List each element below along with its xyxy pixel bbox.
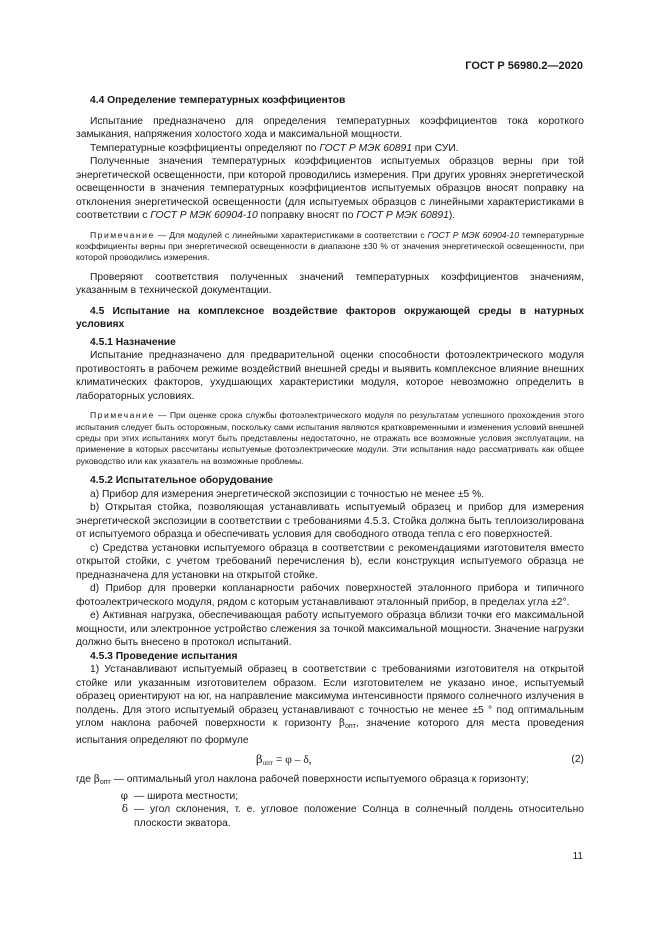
paragraph: Проверяют соответствия полученных значений температурных коэффициентов значениям, указанным в технической документации.: [76, 271, 584, 297]
paragraph: Полученные значения температурных коэффициентов испытуемых образцов верны при той энергетической освещенности, при которой проводились измерения. При других уровнях энергетической освещенности в значения температурных коэффициентов испытуемых образцов вносят поправку на отклонения энергетической освещенности (для испытуемых образцов с линейными характеристиками в соответствии с ГОСТ Р МЭК 60904-10 поправку вносят по ГОСТ Р МЭК 60891).: [76, 156, 584, 221]
section-4-5-2-title: 4.5.2 Испытательное оборудование: [90, 475, 273, 487]
note-label: Примечание: [90, 410, 155, 421]
formula-expression: $\beta_{опт} = \varphi - \delta$,: [256, 752, 312, 768]
paragraph: Испытание предназначено для определения температурных коэффициентов тока короткого замыкания, напряжения холостого хода и максимальной мощности.: [76, 115, 584, 140]
beta-symbol: β: [338, 717, 345, 730]
list-item: е) Активная нагрузка, обеспечивающая работу испытуемого образца вблизи точки его максимальной мощности, или электронное устройство слежения за точкой максимальной мощности. Значение нагрузки должно быть внесено в протокол испытаний.: [76, 610, 584, 649]
page-content: [76, 94, 584, 830]
definition: φ — широта местности;: [120, 789, 239, 802]
definition: δ — угол склонения, т. е. угловое положение Солнца в солнечный полдень относительно плоскости экватора.: [121, 803, 584, 829]
list-item: с) Средства установки испытуемого образца в соответствии с рекомендациями изготовителя вместо открытой стойки, с учетом требований перечисления b), если конструкция испытуемого образца не предназначена для установки на открытой стойке.: [76, 542, 584, 581]
list-item: b) Открытая стойка, позволяющая устанавливать испытуемый образец и прибор для измерения энергетической экспозиции в соответствии с требованиями 4.5.3. Стойка должна быть теплоизолирована от испытуемого образца и обеспечивать условия для свободного отвода тепла с его поверхностей.: [76, 502, 584, 541]
formula-number: (2): [571, 754, 584, 766]
standard-reference: ГОСТ Р МЭК 60891: [356, 210, 449, 221]
section-4-4-title: 4.4 Определение температурных коэффициентов: [90, 95, 346, 106]
paragraph: Температурные коэффициенты определяют по ГОСТ Р МЭК 60891 при СУИ.: [90, 142, 459, 154]
list-item: а) Прибор для измерения энергетической экспозиции с точностью не менее ±5 %.: [90, 488, 485, 500]
standard-reference: ГОСТ Р МЭК 60904-10: [150, 210, 258, 221]
formula: [76, 747, 584, 773]
paragraph: Испытание предназначено для предварительной оценки способности фотоэлектрического модуля противостоять в рабочем режиме воздействий внешней среды и выявить комплексное влияние внешних климатических факторов, ухудшающих характеристики модуля, которое невозможно определить в лабораторных условиях.: [76, 350, 584, 402]
section-4-5-3-title: 4.5.3 Проведение испытания: [90, 650, 238, 662]
paragraph: 1) Устанавливают испытуемый образец в соответствии с требованиями изготовителя на открытой стойке или указанным изготовителем образом. Если изготовителем не указано иное, испытуемый образец ориентируют на юг, на направление максимума интенсивности прямого солнечного излучения в полдень. Для этого испытуемый образец устанавливают с точностью не менее ±5 ° под оптимальным углом наклона рабочей поверхности к горизонту $\beta_{опт}$, значение которого для места проведения испытания определяют по формуле: [76, 664, 584, 746]
formula-definitions: [76, 773, 584, 830]
section-4-5-title: 4.5 Испытание на комплексное воздействие факторов окружающей среды в натурных условиях: [76, 305, 584, 331]
standard-reference: ГОСТ Р МЭК 60904-10: [427, 229, 519, 240]
list-item: d) Прибор для проверки копланарности рабочих поверхностей эталонного прибора и типичного фотоэлектрического модуля, рядом с которым устанавливают эталонный прибор, в пределах угла ±2°.: [76, 583, 584, 608]
note: Примечание — Для модулей с линейными характеристиками в соответствии с ГОСТ Р МЭК 60904-10 температурные коэффициенты верны при энергетической освещенности в диапазоне ±30 % от значения энергетической освещенности, при которой проводились измерения.: [76, 229, 584, 263]
standard-header: ГОСТ Р 56980.2—2020: [465, 60, 583, 72]
note-label: Примечание: [90, 229, 155, 240]
standard-reference: ГОСТ Р МЭК 60891: [319, 142, 412, 154]
definition: где $\beta_{опт}$ — оптимальный угол наклона рабочей поверхности испытуемого образца к горизонту;: [76, 773, 529, 787]
section-4-5-1-title: 4.5.1 Назначение: [90, 336, 176, 348]
note: Примечание — При оценке срока службы фотоэлектрического модуля по результатам успешного прохождения этого испытания следует быть осторожным, поскольку сами испытания являются кратковременными и изменения условий внешней среды при этих испытаниях могут быть представлены недостаточно, не отражать все возможные условия эксплуатации, на применение в которых рассчитаны испытуемые фотоэлектрические модули. Эти испытания надо рассматривать как общее руководство или как указатель на возможные проблемы.: [76, 410, 584, 466]
page-number: 11: [572, 851, 583, 862]
